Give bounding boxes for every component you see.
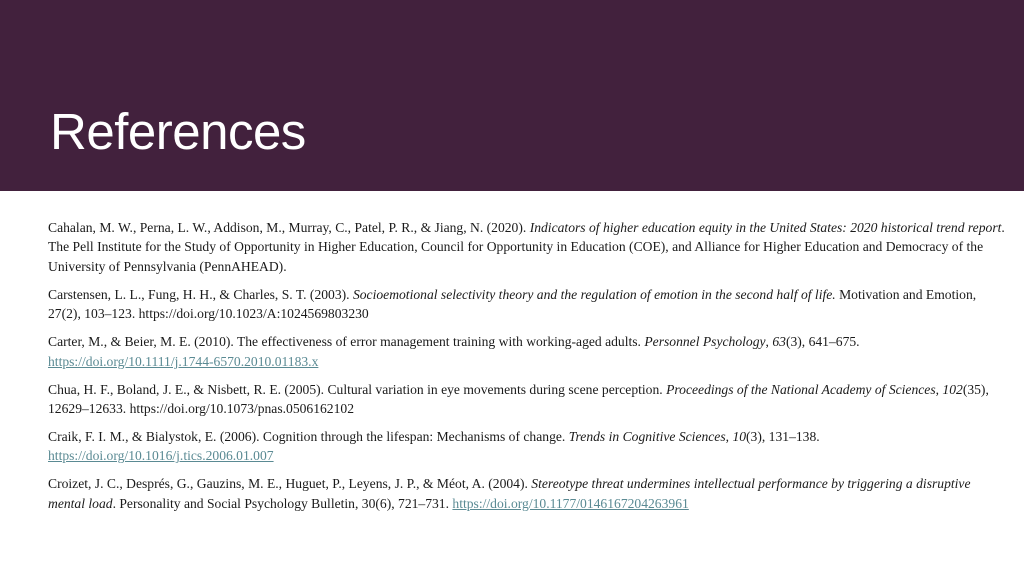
reference-carter-2010 xyxy=(48,332,1008,371)
reference-source: . The Pell Institute for the Study of Opportunity in Higher Education, Council for Opportunity in Education (COE), and Alliance for Higher Education and Democracy of the University of Pennsylvania (PennAHEAD). xyxy=(48,220,1005,274)
reference-cahalan-2020 xyxy=(48,218,1008,276)
reference-pages: (3), 131–138. xyxy=(746,429,820,445)
reference-source: . Personality and Social Psychology Bulletin, 30(6), 721–731. xyxy=(112,495,453,511)
reference-authors-date: Cahalan, M. W., Perna, L. W., Addison, M., Murray, C., Patel, P. R., & Jiang, N. (2020). xyxy=(48,220,530,235)
reference-chua-2005 xyxy=(48,380,1008,419)
reference-authors-date: Carstensen, L. L., Fung, H. H., & Charles, S. T. (2003). xyxy=(48,286,353,302)
reference-authors-title: Craik, F. I. M., & Bialystok, E. (2006). Cognition through the lifespan: Mechanisms of change. xyxy=(48,429,569,445)
reference-title: Socioemotional selectivity theory and the regulation of emotion in the second half of life. xyxy=(352,286,836,302)
reference-craik-2006 xyxy=(48,427,1008,466)
doi-link-carter-2010[interactable]: https://doi.org/10.1111/j.1744-6570.2010.01183.x xyxy=(48,353,319,369)
doi-link-craik-2006[interactable]: https://doi.org/10.1016/j.tics.2006.01.007 xyxy=(48,448,274,464)
slide-title: References xyxy=(50,103,306,160)
reference-list xyxy=(48,218,1008,522)
reference-carstensen-2003 xyxy=(48,285,1008,324)
reference-authors-title: Chua, H. F., Boland, J. E., & Nisbett, R. E. (2005). Cultural variation in eye movements during scene perception. xyxy=(48,381,667,397)
reference-journal: Trends in Cognitive Sciences xyxy=(568,429,726,445)
reference-authors-date: Croizet, J. C., Després, G., Gauzins, M. E., Huguet, P., Leyens, J. P., & Méot, A. (2004). xyxy=(48,476,532,492)
reference-volume: 63 xyxy=(772,334,786,350)
reference-authors-title: Carter, M., & Beier, M. E. (2010). The effectiveness of error management training with working-aged adults. xyxy=(48,334,645,350)
reference-title: Indicators of higher education equity in the United States: 2020 historical trend report xyxy=(529,220,1002,235)
reference-croizet-2004 xyxy=(48,474,1008,513)
reference-volume: 102 xyxy=(942,381,963,397)
reference-pages-doi: (35), 12629–12633. https://doi.org/10.1073/pnas.0506162102 xyxy=(48,381,989,417)
reference-journal: Personnel Psychology xyxy=(644,334,766,350)
reference-pages: (3), 641–675. xyxy=(785,334,860,350)
reference-separator: , xyxy=(765,334,773,350)
doi-link-croizet-2004[interactable]: https://doi.org/10.1177/0146167204263961 xyxy=(452,495,689,511)
reference-separator: , xyxy=(725,429,733,445)
reference-separator: , xyxy=(935,381,943,397)
reference-title: Stereotype threat undermines intellectual performance by triggering a disruptive mental load xyxy=(48,476,971,511)
reference-source: Motivation and Emotion, 27(2), 103–123. https://doi.org/10.1023/A:1024569803230 xyxy=(48,286,977,322)
reference-volume: 10 xyxy=(732,429,747,445)
reference-journal: Proceedings of the National Academy of Sciences xyxy=(666,381,936,397)
title-banner xyxy=(0,0,1024,191)
